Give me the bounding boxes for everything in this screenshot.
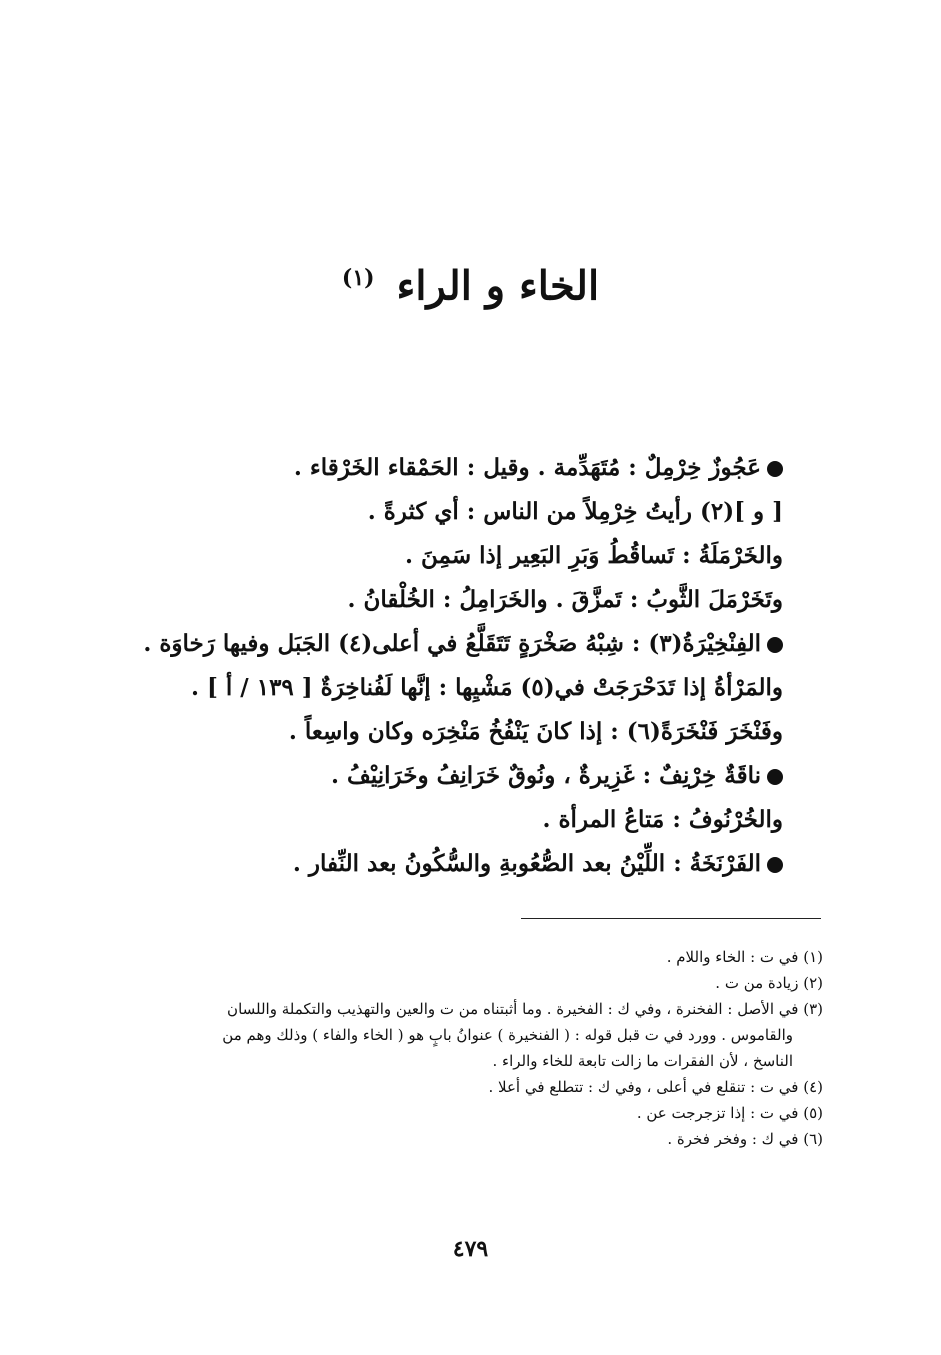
footnote: (٢) زيادة من ت . — [715, 974, 823, 992]
footnote-continuation: والقاموس . وورد في ت قبل قوله : ( الفنخيرة ) عنوانُ بابٍ هو ( الخاء والفاء ) وذلك وهم من — [222, 1026, 793, 1044]
body-line — [133, 534, 783, 578]
bullet-icon — [767, 637, 783, 653]
footnote-continuation: الناسخ ، لأن الفقرات ما زالت تابعة للخاء والراء . — [492, 1052, 793, 1070]
footnotes — [103, 944, 823, 1152]
body-line-text: والخُرْنُوفُ : مَتاعُ المرأة . — [542, 806, 783, 833]
chapter-title — [0, 250, 941, 314]
bullet-icon — [767, 461, 783, 477]
body-line-text: وفَنْخَرَ فَنْخَرَةً(٦) : إذا كانَ يَنْفُخُ مَنْخِرَه وكان واسِعاً . — [288, 718, 783, 745]
body-line-text: وتَخَرْمَلَ الثَّوبُ : تَمزَّقَ . والخَرَامِلُ : الخُلْقانُ . — [347, 586, 783, 613]
body-line-text: ناقَةٌ خِرْنِفٌ : غَزِيرةٌ ، ونُوقٌ خَرَانِفُ وخَرَانِيْفُ . — [331, 762, 761, 789]
footnote: (٦) في ك : وفخر فخرة . — [667, 1130, 823, 1148]
body-line-text: الفِنْخِيْرَةُ(٣) : شِبْهُ صَخْرَةٍ تَتَقَلَّعُ في أعلى(٤) الجَبَل وفيها رَخاوَة . — [143, 630, 761, 657]
title-footnote-ref: (١) — [341, 265, 375, 291]
footnote: (١) في ت : الخاء واللام . — [666, 948, 823, 966]
body-line — [133, 578, 783, 622]
body-text — [133, 446, 783, 886]
body-line — [133, 798, 783, 842]
footnote: (٤) في ت : تنقلع في أعلى ، وفي ك : تتطلع في أعلا . — [488, 1078, 823, 1096]
bullet-icon — [767, 769, 783, 785]
body-line-text: الفَرْنَخَةُ : اللِّيْنُ بعد الصُّعُوبةِ والسُّكُونُ بعد النِّفار . — [292, 850, 761, 877]
body-line — [133, 446, 783, 490]
footnote: (٣) في الأصل : الفخنرة ، وفي ك : الفخيرة . وما أثبتناه من ت والعين والتهذيب والتكملة واللسان — [227, 1000, 823, 1018]
footnote: (٥) في ت : إذا تزجرجت عن . — [636, 1104, 823, 1122]
body-line — [133, 622, 783, 666]
body-line-text: عَجُوزٌ خِرْمِلٌ : مُتَهَدِّمة . وقيل : الحَمْقاء الخَرْقاء . — [293, 454, 761, 481]
footnote-divider — [521, 918, 821, 919]
bullet-icon — [767, 857, 783, 873]
body-line-text: [ و ](٢) رأيتُ خِرْمِلاً من الناس : أي كثرةً . — [367, 498, 783, 525]
body-line — [133, 754, 783, 798]
body-line — [133, 710, 783, 754]
body-line — [133, 666, 783, 710]
body-line-text: والخَرْمَلَةُ : تَساقُطُ وَبَرِ البَعِير إذا سَمِنَ . — [405, 542, 783, 569]
page-number: ٤٧٩ — [452, 1236, 489, 1262]
body-line-text: والمَرْأةُ إذا تَدَحْرَجَتْ في(٥) مَشْيِها : إنَّها لَفُناخِرَةٌ [ ١٣٩ / أ ] . — [191, 674, 783, 701]
body-line — [133, 842, 783, 886]
chapter-title-text: الخاء و الراء — [396, 262, 600, 310]
body-line — [133, 490, 783, 534]
